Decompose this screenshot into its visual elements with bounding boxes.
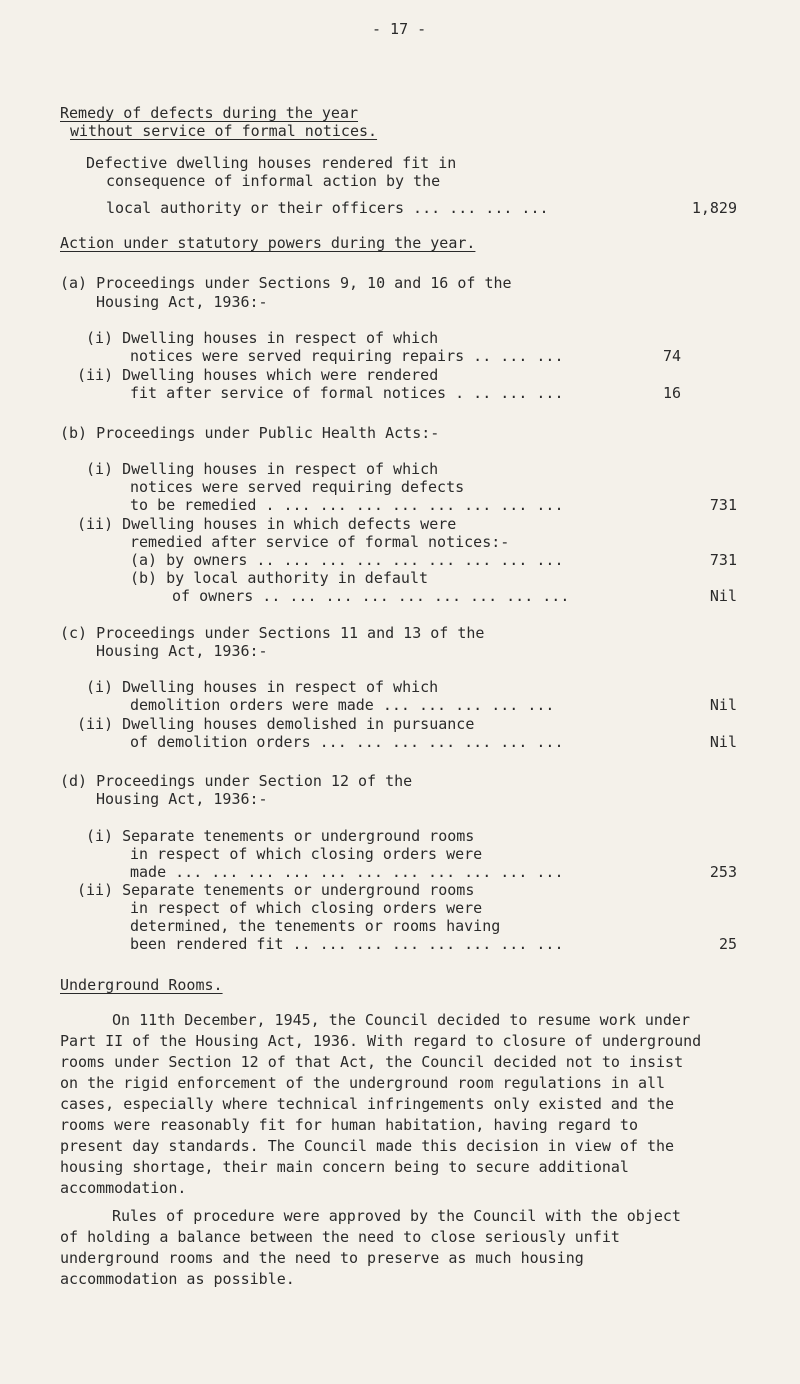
a-ii-value: 16 xyxy=(662,384,681,402)
d-ii-line2: in respect of which closing orders were xyxy=(130,899,483,917)
section-c-line1: (c) Proceedings under Sections 11 and 13 of the xyxy=(60,624,485,642)
a-i-value: 74 xyxy=(662,347,681,365)
b-i-line3: to be remedied . ... ... ... ... ... ... ... ... xyxy=(130,496,564,514)
d-ii-line4: been rendered fit .. ... ... ... ... ... ... ... xyxy=(130,935,564,953)
c-ii-value: Nil xyxy=(709,733,737,751)
b-ii-a-line: (a) by owners .. ... ... ... ... ... ... ... ... xyxy=(130,551,564,569)
b-i-line2: notices were served requiring defects xyxy=(130,478,465,496)
remedy-item-line2: consequence of informal action by the xyxy=(106,172,441,190)
d-ii-line3: determined, the tenements or rooms having xyxy=(130,917,501,935)
d-i-line3: made ... ... ... ... ... ... ... ... ... ... ... xyxy=(130,863,564,881)
d-i-line2: in respect of which closing orders were xyxy=(130,845,483,863)
section-c-line2: Housing Act, 1936:- xyxy=(96,642,268,660)
c-ii-line2: of demolition orders ... ... ... ... ... ... ... xyxy=(130,733,564,751)
c-i-line2: demolition orders were made ... ... ... ... ... xyxy=(130,696,555,714)
b-i-value: 731 xyxy=(709,496,737,514)
b-ii-a-value: 731 xyxy=(709,551,737,569)
d-i-value: 253 xyxy=(709,863,737,881)
remedy-item-line3: local authority or their officers ... ... ... ... xyxy=(106,199,549,217)
section-d-line1: (d) Proceedings under Section 12 of the xyxy=(60,772,413,790)
section-a-line2: Housing Act, 1936:- xyxy=(96,293,268,311)
a-ii-line1: (ii) Dwelling houses which were rendered xyxy=(77,366,439,384)
statutory-heading: Action under statutory powers during the year. xyxy=(60,234,476,252)
d-ii-line1: (ii) Separate tenements or underground rooms xyxy=(77,881,475,899)
remedy-heading-line2: without service of formal notices. xyxy=(70,122,378,140)
b-ii-b-value: Nil xyxy=(709,587,737,605)
underground-heading: Underground Rooms. xyxy=(60,976,223,994)
page-number: - 17 - xyxy=(372,20,427,38)
d-ii-value: 25 xyxy=(718,935,737,953)
section-b-line1: (b) Proceedings under Public Health Acts:- xyxy=(60,424,440,442)
b-ii-line1: (ii) Dwelling houses in which defects were xyxy=(77,515,457,533)
underground-paragraph-1: On 11th December, 1945, the Council decided to resume work under Part II of the Housing Act, 1936. With regard to closure of underground rooms under Section 12 of that Act, the Council decided not to insist on the rigid enforcement of the underground room regulations in all cases, especially where technical infringements only existed and the rooms were reasonably fit for human habitation, having regard to present day standards. The Council made this decision in view of the housing shortage, their main concern being to secure additional accommodation. xyxy=(60,1011,702,1197)
d-i-line1: (i) Separate tenements or underground rooms xyxy=(86,827,475,845)
a-i-line1: (i) Dwelling houses in respect of which xyxy=(86,329,439,347)
a-ii-line2: fit after service of formal notices . .. ... ... xyxy=(130,384,564,402)
c-i-value: Nil xyxy=(709,696,737,714)
b-i-line1: (i) Dwelling houses in respect of which xyxy=(86,460,439,478)
remedy-heading-line1: Remedy of defects during the year xyxy=(60,104,359,122)
remedy-item-value: 1,829 xyxy=(691,199,737,217)
b-ii-line2: remedied after service of formal notices:- xyxy=(130,533,510,551)
c-i-line1: (i) Dwelling houses in respect of which xyxy=(86,678,439,696)
c-ii-line1: (ii) Dwelling houses demolished in pursuance xyxy=(77,715,475,733)
b-ii-b-line2: of owners .. ... ... ... ... ... ... ... ... xyxy=(172,587,570,605)
a-i-line2: notices were served requiring repairs .. ... ... xyxy=(130,347,564,365)
b-ii-b-line1: (b) by local authority in default xyxy=(130,569,429,587)
section-a-line1: (a) Proceedings under Sections 9, 10 and 16 of the xyxy=(60,274,512,292)
underground-paragraph-2: Rules of procedure were approved by the Council with the object of holding a balance between the need to close seriously unfit underground rooms and the need to preserve as much housing accommodation as possible. xyxy=(60,1207,681,1288)
remedy-item-line1: Defective dwelling houses rendered fit in xyxy=(86,154,457,172)
section-d-line2: Housing Act, 1936:- xyxy=(96,790,268,808)
